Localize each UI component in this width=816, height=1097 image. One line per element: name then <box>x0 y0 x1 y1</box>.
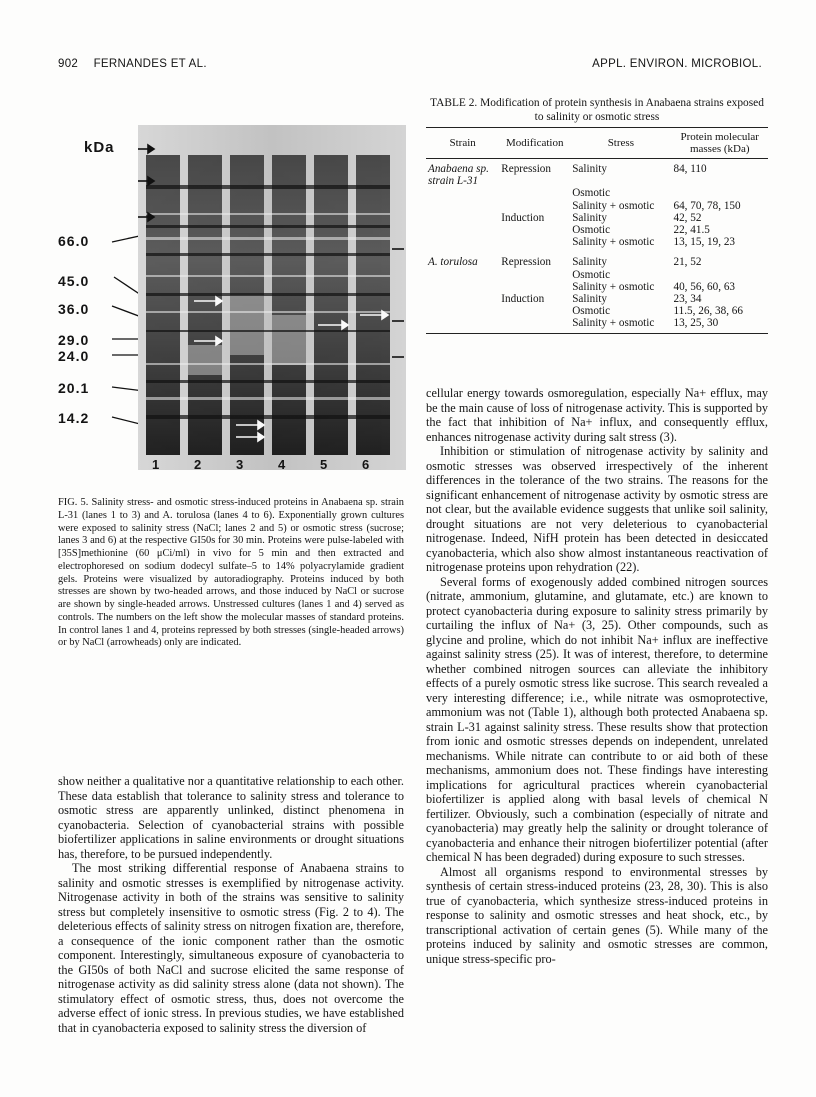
cell-strain <box>426 224 499 236</box>
cell-modification: Induction <box>501 211 545 224</box>
cell-masses: 23, 34 <box>673 293 702 306</box>
figure-caption <box>58 497 404 650</box>
cell-strain <box>426 236 499 248</box>
cell-strain <box>426 281 499 293</box>
column-header-modification: Modification <box>499 128 570 159</box>
caption-label: FIG. 5. <box>58 497 89 508</box>
right-body-column <box>426 386 768 966</box>
body-paragraph: cellular energy towards osmoregulation, especially Na+ efflux, may be the main cause of loss of nitrogenase activity. This is supported by the fact that inhibition of Na+ influx, and consequently efflux, enhances nitrogenase activity during salt stress (3). <box>426 386 768 444</box>
table-row <box>426 269 768 281</box>
cell-modification <box>499 187 570 199</box>
lane-label: 4 <box>278 457 286 472</box>
cell-masses: 64, 70, 78, 150 <box>673 199 741 212</box>
cell-strain <box>426 200 499 212</box>
page-number: 902 <box>58 58 79 70</box>
cell-strain <box>426 305 499 317</box>
marker-label: 45.0 <box>58 273 90 289</box>
marker-label: 29.0 <box>58 332 90 348</box>
cell-masses: 40, 56, 60, 63 <box>673 280 735 293</box>
body-paragraph: Several forms of exogenously added combined nitrogen sources (nitrate, ammonium, glutamine, and glutamate, etc.) are known to protect cyanobacteria during exposure to salinity stress primarily by curtailing the influx of Na+ (3, 25). Other compounds, such as glycine and proline, which do not inhibit Na+ influx are ineffective against salinity stress (25). It was of interest, therefore, to determine whether combined nitrogen sources can alleviate the inhibitory effects of a purely osmotic stress like sucrose. This search revealed a very interesting difference; i.e., while nitrate was osmoprotective, ammonium was not (Table 1), although both protected Anabaena sp. strain L-31 against salinity stress. These results show that protection from ionic and osmotic stresses depends on independent, unrelated mechanisms. While nitrate can contribute to or aid both of these mechanisms, ammonium does not. These findings have interesting implications for agricultural practices wherein cyanobacterial biofertilizer is applied along with basal levels of chemical N fertilizer. Obviously, such a combination (especially of nitrate and cyanobacteria) may greatly help the salinity or drought tolerance of cyanobacteria and enhance their nitrogen biofertilizer potential (after chemical N has been degraded) during exposure to such stresses. <box>426 574 768 864</box>
cell-stress: Salinity + osmotic <box>572 236 655 249</box>
cell-modification <box>499 200 570 212</box>
cell-stress: Salinity + osmotic <box>570 317 671 333</box>
cell-modification: Repression <box>501 256 551 269</box>
body-paragraph: Almost all organisms respond to environmental stresses by synthesis of certain stress-induced proteins (23, 28, 30). This is also true of cyanobacteria, which synthesize stress-induced proteins in response to salinity and osmotic stresses and heat shock, etc., by transcriptional activation of certain genes (5). While many of the proteins induced by salinity and osmotic stresses are common, unique stress-specific pro- <box>426 864 768 966</box>
cell-modification <box>499 269 570 281</box>
table-row <box>426 200 768 212</box>
cell-masses: 42, 52 <box>673 211 702 224</box>
cell-stress: Osmotic <box>572 305 611 318</box>
lane-label: 5 <box>320 457 328 472</box>
cell-stress: Osmotic <box>572 268 611 281</box>
marker-label: 66.0 <box>58 233 90 249</box>
table-caption: Modification of protein synthesis in Anabaena strains exposed to salinity or osmotic stress <box>480 97 764 123</box>
cell-modification <box>499 305 570 317</box>
cell-stress: Osmotic <box>572 224 611 237</box>
cell-masses: 13, 25, 30 <box>671 317 768 333</box>
cell-stress: Osmotic <box>572 187 611 200</box>
cell-strain <box>426 187 499 199</box>
table-label: TABLE 2. <box>430 97 478 109</box>
cell-masses <box>671 187 768 199</box>
cell-masses: 22, 41.5 <box>673 224 710 237</box>
cell-modification: Induction <box>501 293 545 306</box>
cell-strain <box>426 269 499 281</box>
column-header-protein-masses: Protein molecular masses (kDa) <box>671 128 768 159</box>
table-row <box>426 224 768 236</box>
body-paragraph: Inhibition or stimulation of nitrogenase activity by salinity and osmotic stresses was observed irrespectively of the inherent differences in the tolerance of the two strains. The reasons for the significant enhancement of nitrogenase activity by osmotic stress are not clear, but the available evidence suggests that unlike soil salinity, drought situations are not very deleterious to cyanobacterial nitrogenase. Indeed, NifH protein has been detected in desiccated cyanobacteria, which also show almost instantaneous reactivation of nitrogenase proteins upon rehydration (22). <box>426 444 768 574</box>
cell-masses: 21, 52 <box>673 256 702 269</box>
table-2 <box>426 127 768 334</box>
cell-strain <box>426 212 499 224</box>
marker-label: 20.1 <box>58 380 90 396</box>
table-row <box>426 293 768 305</box>
journal-name: APPL. ENVIRON. MICROBIOL. <box>592 58 762 70</box>
cell-stress: Salinity <box>572 256 608 269</box>
body-paragraph: The most striking differential response of Anabaena strains to salinity and osmotic stresses is exemplified by nitrogenase activity. Nitrogenase activity in both of the strains was sensitive to salinity stress but completely insensitive to osmotic stress (Fig. 2 to 4). The deleterious effects of salinity stress on nitrogen fixation are, therefore, a consequence of the ionic component rather than the osmotic component. Interestingly, simultaneous exposure of cyanobacteria to the GI50s of both NaCl and sucrose elicited the same response of nitrogenase activity as did salinity stress alone (data not shown). The stimulatory effect of osmotic stress, thus, does not overcome the adverse effect of ionic stress. In previous studies, we have established that in cyanobacteria exposed to salinity stress the diversion of <box>58 861 404 1035</box>
cell-modification <box>499 281 570 293</box>
cell-masses <box>671 269 768 281</box>
author-line: FERNANDES ET AL. <box>93 58 207 70</box>
gel-figure <box>58 125 406 485</box>
lane-label: 1 <box>152 457 160 472</box>
column-header-strain: Strain <box>426 128 499 159</box>
table-row <box>426 212 768 224</box>
lane-label: 6 <box>362 457 370 472</box>
table-row <box>426 281 768 293</box>
cell-stress: Salinity + osmotic <box>572 199 655 212</box>
cell-stress: Salinity <box>572 293 608 306</box>
cell-modification: Repression <box>501 163 551 175</box>
lane-label: 3 <box>236 457 244 472</box>
table-row <box>426 305 768 317</box>
cell-stress: Salinity + osmotic <box>572 280 655 293</box>
table-row <box>426 317 768 333</box>
marker-label: 36.0 <box>58 301 90 317</box>
autoradiograph-gel-image <box>138 125 406 470</box>
column-header-stress: Stress <box>570 128 671 159</box>
cell-modification <box>499 317 570 333</box>
cell-stress: Salinity <box>572 211 608 224</box>
running-header-left <box>58 58 207 70</box>
cell-modification <box>499 224 570 236</box>
kda-label: kDa <box>84 139 115 156</box>
cell-modification <box>499 236 570 248</box>
cell-masses: 13, 15, 19, 23 <box>673 236 735 249</box>
strain-name: Anabaena sp. strain L-31 <box>428 163 489 188</box>
left-body-column <box>58 774 404 1035</box>
lane-label: 2 <box>194 457 202 472</box>
cell-strain <box>426 293 499 305</box>
cell-stress: Salinity <box>572 163 608 175</box>
cell-masses: 11.5, 26, 38, 66 <box>673 305 743 318</box>
table-row <box>426 187 768 199</box>
cell-masses: 84, 110 <box>673 163 707 175</box>
table-row <box>426 248 768 268</box>
cell-strain <box>426 248 499 268</box>
strain-name: A. torulosa <box>428 256 478 269</box>
cell-strain <box>426 317 499 333</box>
marker-label: 14.2 <box>58 410 90 426</box>
cell-strain <box>426 159 499 188</box>
table-row <box>426 159 768 188</box>
marker-label: 24.0 <box>58 348 90 364</box>
table-row <box>426 236 768 248</box>
body-paragraph: show neither a qualitative nor a quantitative relationship to each other. These data establish that tolerance to salinity stress and tolerance to osmotic stress are apparently unlinked, distinct phenomena in cyanobacteria. Selection of cyanobacterial strains with possible biofertilizer applications in saline environments or drought situations has, therefore, to be pursued independently. <box>58 774 404 861</box>
table-title <box>426 96 768 124</box>
caption-text: Salinity stress- and osmotic stress-induced proteins in Anabaena sp. strain L-31 (lanes 1 to 3) and A. torulosa (lanes 4 to 6). Exponentially grown cultures were exposed to salinity stress (NaCl; lanes 2 and 5) or osmotic stress (sucrose; lanes 3 and 6) at the respective GI50s for 30 min. Proteins were pulse-labeled with [35S]methionine (60 μCi/ml) in vivo for 5 min and then extracted and electrophoresed on sodium dodecyl sulfate–5 to 14% polyacrylamide gradient gels. Proteins were visualized by autoradiography. Proteins induced by both stresses are shown by two-headed arrows, and those induced by NaCl or sucrose are shown by single-headed arrows. Unstressed cultures (lanes 1 and 4) served as controls. The numbers on the left show the molecular masses of standard proteins. In control lanes 1 and 4, proteins repressed by both stresses (single-headed arrows) or by NaCl (arrowheads) only are indicated. <box>58 497 405 649</box>
